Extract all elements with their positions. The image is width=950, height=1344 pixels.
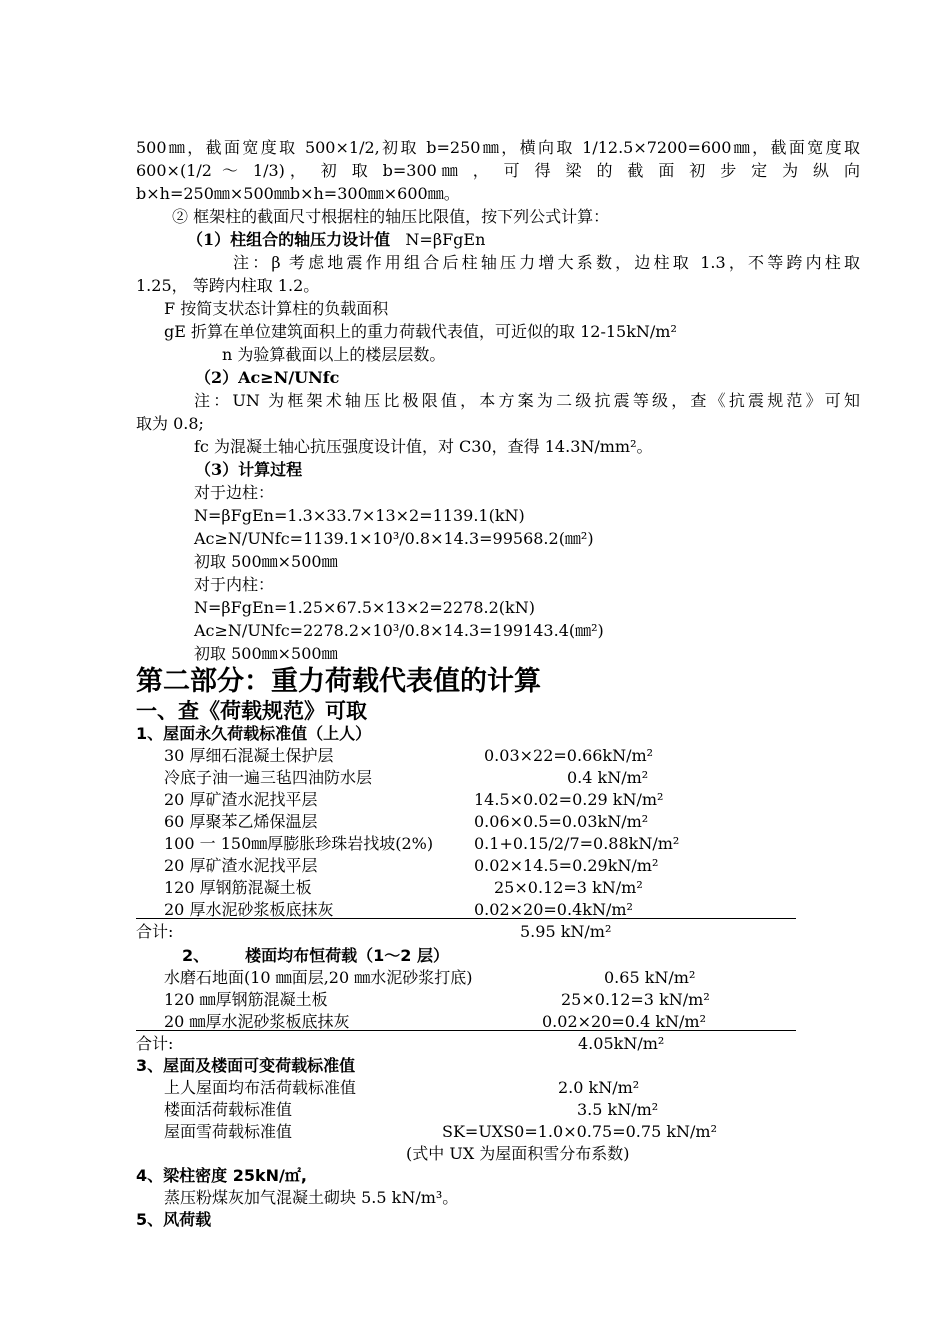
section-2-title: （2）Ac≥N/UNfc [195, 368, 340, 387]
inner-column-axial-force: N=βFgEn=1.25×67.5×13×2=2278.2(kN) [194, 598, 535, 617]
intro-line-1: 500㎜，截面宽度取 500×1/2,初取 b=250㎜，横向取 1/12.5×7200=600㎜，截面宽度取 [136, 138, 860, 157]
floor-load-heading [182, 945, 449, 967]
section-2-note-1b: 取为 0.8; [136, 414, 204, 433]
floor-item-value: 25×0.12=3 kN/m² [561, 990, 710, 1009]
roof-item-value: 0.02×20=0.4kN/m² [474, 900, 633, 919]
section-1-formula: N=βFgEn [405, 230, 486, 249]
floor-load-number: 2、 [182, 946, 210, 965]
floor-total-divider [136, 1030, 796, 1031]
inner-column-label: 对于内柱： [194, 575, 275, 594]
section-2-note-2: fc 为混凝土轴心抗压强度设计值，对 C30，查得 14.3N/mm²。 [194, 437, 653, 456]
roof-item-name: 20 厚矿渣水泥找平层 [164, 790, 318, 809]
edge-column-axial-force: N=βFgEn=1.3×33.7×13×2=1139.1(kN) [194, 506, 525, 525]
roof-item-value: 0.03×22=0.66kN/m² [484, 746, 654, 765]
live-item-value: 2.0 kN/m² [558, 1078, 640, 1097]
part-2-subtitle: 一、查《荷载规范》可取 [136, 699, 367, 723]
roof-item-value: 0.06×0.5=0.03kN/m² [474, 812, 649, 831]
roof-item-value: 0.4 kN/m² [567, 768, 649, 787]
section-1-note-2: F 按简支状态计算柱的负载面积 [164, 299, 389, 318]
roof-total-divider [136, 918, 796, 919]
floor-item-value: 0.65 kN/m² [604, 968, 696, 987]
live-item-value: SK=UXS0=1.0×0.75=0.75 kN/m² [442, 1122, 718, 1141]
live-item-name: 上人屋面均布活荷载标准值 [164, 1078, 357, 1097]
floor-item-name: 20 ㎜厚水泥砂浆板底抹灰 [164, 1012, 350, 1031]
floor-item-name: 120 ㎜厚钢筋混凝土板 [164, 990, 328, 1009]
part-2-title: 第二部分：重力荷载代表值的计算 [136, 666, 541, 697]
section-2-note-1a: 注：UN 为框架术轴压比极限值，本方案为二级抗震等级，查《抗震规范》可知 [194, 391, 860, 410]
section-1-note-4: n 为验算截面以上的楼层层数。 [222, 345, 446, 364]
live-item-name: 楼面活荷载标准值 [164, 1100, 293, 1119]
inner-column-area: Ac≥N/UNfc=2278.2×10³/0.8×14.3=199143.4(㎜²) [194, 621, 604, 640]
density-line: 蒸压粉煤灰加气混凝土砌块 5.5 kN/m³。 [164, 1188, 459, 1207]
section-1-note-1b: 1.25， 等跨内柱取 1.2。 [136, 276, 320, 295]
floor-total-value: 4.05kN/m² [578, 1034, 665, 1053]
roof-item-name: 冷底子油一遍三毡四油防水层 [164, 768, 373, 787]
snow-coefficient-note: (式中 UX 为屋面积雪分布系数) [406, 1144, 630, 1163]
roof-item-value: 14.5×0.02=0.29 kN/m² [474, 790, 664, 809]
live-load-title: 3、屋面及楼面可变荷载标准值 [136, 1056, 356, 1075]
roof-total-value: 5.95 kN/m² [520, 922, 612, 941]
roof-total-label: 合计: [136, 922, 174, 941]
roof-item-name: 30 厚细石混凝土保护层 [164, 746, 334, 765]
section-1-note-3: gE 折算在单位建筑面积上的重力荷载代表值，可近似的取 12-15kN/m² [164, 322, 677, 341]
roof-item-value: 25×0.12=3 kN/m² [494, 878, 643, 897]
section-1-note-1a: 注：β 考虑地震作用组合后柱轴压力增大系数，边柱取 1.3，不等跨内柱取 [233, 253, 860, 272]
roof-item-name: 20 厚矿渣水泥找平层 [164, 856, 318, 875]
roof-item-name: 120 厚钢筋混凝土板 [164, 878, 312, 897]
roof-item-value: 0.1+0.15/2/7=0.88kN/m² [474, 834, 680, 853]
roof-item-value: 0.02×14.5=0.29kN/m² [474, 856, 659, 875]
intro-line-3: b×h=250㎜×500㎜b×h=300㎜×600㎜。 [136, 184, 460, 203]
floor-load-title: 楼面均布恒荷载（1～2 层） [245, 946, 449, 965]
roof-item-name: 60 厚聚苯乙烯保温层 [164, 812, 318, 831]
edge-column-label: 对于边柱： [194, 483, 275, 502]
roof-item-name: 100 一 150㎜厚膨胀珍珠岩找坡(2%) [164, 834, 434, 853]
edge-column-size: 初取 500㎜×500㎜ [194, 552, 338, 571]
inner-column-size: 初取 500㎜×500㎜ [194, 644, 338, 663]
roof-item-name: 20 厚水泥砂浆板底抹灰 [164, 900, 334, 919]
live-item-value: 3.5 kN/m² [577, 1100, 659, 1119]
edge-column-area: Ac≥N/UNfc=1139.1×10³/0.8×14.3=99568.2(㎜²) [194, 529, 594, 548]
floor-item-value: 0.02×20=0.4 kN/m² [542, 1012, 706, 1031]
section-3-title: （3）计算过程 [195, 460, 303, 479]
section-1-heading [187, 229, 485, 251]
roof-load-title: 1、屋面永久荷载标准值（上人） [136, 724, 372, 743]
density-title: 4、梁柱密度 25kN/㎡, [136, 1166, 307, 1185]
intro-line-2: 600×(1/2 ～ 1/3)， 初 取 b=300㎜ ， 可 得 梁 的 截 面 初 步 定 为 纵 向 [136, 161, 860, 180]
intro-line-4: ② 框架柱的截面尺寸根据柱的轴压比限值，按下列公式计算： [172, 207, 610, 226]
floor-item-name: 水磨石地面(10 ㎜面层,20 ㎜水泥砂浆打底) [164, 968, 473, 987]
section-1-title: （1）柱组合的轴压力设计值 [187, 230, 391, 249]
floor-total-label: 合计: [136, 1034, 174, 1053]
live-item-name: 屋面雪荷载标准值 [164, 1122, 293, 1141]
wind-load-title: 5、风荷载 [136, 1210, 212, 1229]
